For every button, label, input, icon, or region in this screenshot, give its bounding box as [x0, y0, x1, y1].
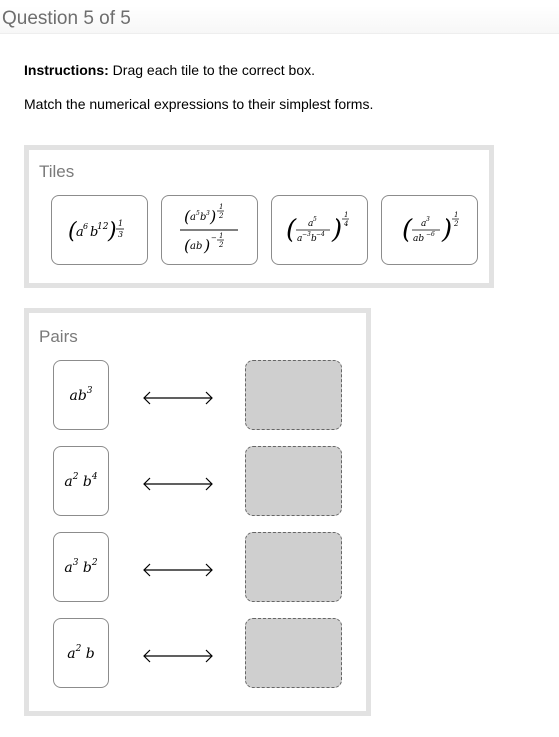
svg-text:5: 5: [312, 216, 317, 223]
svg-text:a: a: [420, 219, 426, 229]
svg-text:−4: −4: [315, 231, 325, 238]
svg-text:b: b: [89, 225, 98, 240]
pair-4-text: $a^2$ b: [67, 644, 95, 662]
svg-text:b: b: [199, 212, 206, 223]
pair-3-double-arrow-icon: [142, 562, 214, 578]
svg-text:(: (: [285, 215, 296, 245]
pair-3-drop-box[interactable]: [245, 532, 342, 602]
tile-1[interactable]: [51, 195, 148, 265]
instructions-label: Instructions:: [24, 62, 109, 78]
svg-text:2: 2: [453, 220, 458, 228]
pair-2-double-arrow-icon: [142, 476, 214, 492]
svg-text:a: a: [296, 234, 302, 244]
svg-text:−: −: [210, 234, 217, 242]
svg-text:ab: ab: [189, 241, 202, 252]
pairs-panel: [24, 308, 371, 716]
pair-2-drop-box[interactable]: [245, 446, 342, 516]
pair-2-text: $a^2$ $b^4$: [64, 472, 98, 490]
pair-4-drop-box[interactable]: [245, 618, 342, 688]
tile-4-expression: [388, 202, 472, 258]
svg-text:1: 1: [218, 203, 223, 211]
svg-text:): ): [441, 215, 452, 245]
svg-text:): ): [203, 236, 210, 255]
svg-text:): ): [107, 219, 117, 244]
svg-text:1: 1: [343, 211, 348, 219]
svg-text:4: 4: [343, 220, 348, 228]
svg-text:3: 3: [117, 230, 123, 239]
tile-1-expression: [60, 210, 140, 250]
pair-1-double-arrow-icon: [142, 390, 214, 406]
svg-text:−6: −6: [425, 231, 435, 238]
svg-text:(: (: [183, 236, 190, 255]
svg-text:5: 5: [195, 210, 200, 217]
pair-3-expression: [53, 532, 109, 602]
svg-text:1: 1: [218, 232, 223, 240]
tile-2[interactable]: [161, 195, 258, 265]
svg-text:3: 3: [205, 210, 210, 217]
question-title: Question 5 of 5: [0, 6, 559, 34]
svg-text:3: 3: [425, 216, 430, 223]
pair-2-expression: [53, 446, 109, 516]
pair-4-expression: [53, 618, 109, 688]
instructions-line: [24, 62, 315, 78]
tile-3-expression: [278, 202, 362, 258]
tiles-panel-label: Tiles: [39, 162, 75, 181]
svg-text:1: 1: [117, 219, 123, 228]
svg-text:): ): [331, 215, 342, 245]
pair-1-expression: [53, 360, 109, 430]
pair-4-double-arrow-icon: [142, 648, 214, 664]
svg-text:ab: ab: [412, 234, 424, 244]
svg-text:(: (: [183, 207, 190, 226]
svg-text:(: (: [67, 219, 77, 244]
svg-text:(: (: [401, 215, 412, 245]
svg-text:1: 1: [453, 211, 458, 219]
pair-3-text: $a^3$ $b^2$: [64, 558, 98, 576]
svg-text:12: 12: [96, 222, 108, 232]
svg-text:−3: −3: [301, 231, 311, 238]
tiles-panel: [24, 145, 494, 288]
svg-text:a: a: [75, 225, 84, 240]
pair-1-text: $ab^3$: [69, 386, 93, 404]
svg-text:a: a: [307, 219, 313, 229]
match-instructions: Match the numerical expressions to their simplest forms.: [24, 96, 374, 112]
svg-text:2: 2: [218, 212, 223, 220]
svg-text:6: 6: [82, 222, 88, 231]
pairs-panel-label: Pairs: [39, 327, 78, 346]
tile-4[interactable]: [381, 195, 478, 265]
svg-text:): ): [209, 207, 216, 226]
svg-text:b: b: [310, 234, 317, 244]
svg-text:a: a: [189, 212, 196, 223]
tile-2-expression: [170, 198, 250, 262]
tile-3[interactable]: [271, 195, 368, 265]
instructions-text: Drag each tile to the correct box.: [112, 62, 315, 78]
pair-1-drop-box[interactable]: [245, 360, 342, 430]
svg-text:2: 2: [218, 241, 223, 249]
